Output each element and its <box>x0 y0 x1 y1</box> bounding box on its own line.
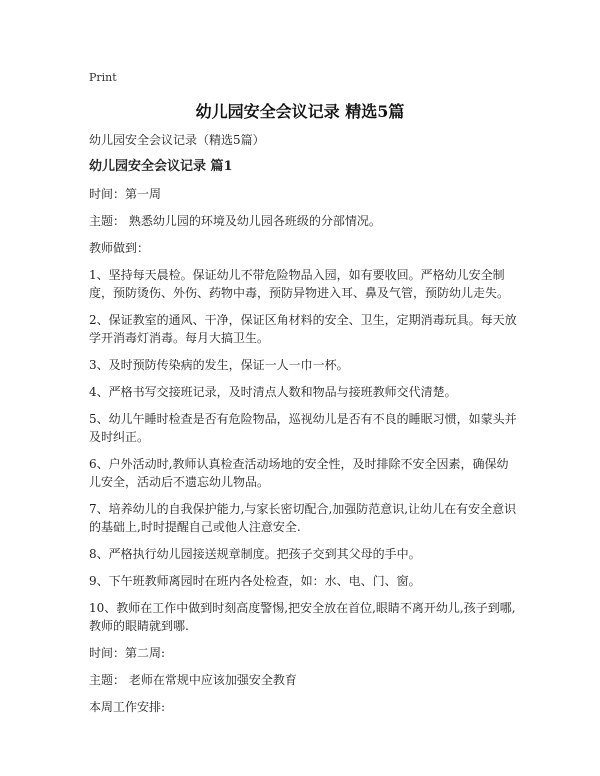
list-item: 4、严格书写交接班记录，及时清点人数和物品与接班教师交代清楚。 <box>89 385 457 399</box>
topic-line-2: 主题： 老师在常规中应该加强安全教育 <box>89 673 297 687</box>
list-item: 9、下午班教师离园时在班内各处检查，如：水、电、门、窗。 <box>89 574 421 588</box>
section-heading: 幼儿园安全会议记录 篇1 <box>89 159 233 174</box>
document-subtitle: 幼儿园安全会议记录（精选5篇） <box>89 133 265 147</box>
list-item: 6、户外活动时,教师认真检查活动场地的安全性，及时排除不安全因素，确保幼儿安全，活动后不遗忘幼儿物品。 <box>89 457 509 489</box>
document-content <box>89 131 519 725</box>
work-plan-label: 本周工作安排: <box>89 700 166 714</box>
print-link[interactable]: Print <box>89 71 117 84</box>
list-item: 1、坚持每天晨检。保证幼儿不带危险物品入园，如有要收回。严格幼儿安全制度，预防烫伤、外伤、药物中毒，预防异物进入耳、鼻及气管，预防幼儿走失。 <box>89 268 510 300</box>
time-line: 时间：第一周 <box>89 187 162 201</box>
document-title: 幼儿园安全会议记录 精选5篇 <box>195 102 405 121</box>
list-item: 5、幼儿午睡时检查是否有危险物品，巡视幼儿是否有不良的睡眠习惯，如蒙头并及时纠正。 <box>89 412 517 444</box>
list-item: 3、及时预防传染病的发生，保证一人一巾一杯。 <box>89 358 349 372</box>
list-item: 7、培养幼儿的自我保护能力,与家长密切配合,加强防范意识,让幼儿在有安全意识的基础上,时时提醒自己或他人注意安全. <box>89 502 517 534</box>
time-line-2: 时间：第二周: <box>89 646 166 660</box>
list-item: 10、教师在工作中做到时刻高度警惕,把安全放在首位,眼睛不离开幼儿,孩子到哪,教师的眼睛就到哪. <box>89 601 516 633</box>
teacher-label: 教师做到： <box>89 241 150 255</box>
topic-line: 主题： 熟悉幼儿园的环境及幼儿园各班级的分部情况。 <box>89 214 381 228</box>
list-item: 2、保证教室的通风、干净，保证区角材料的安全、卫生，定期消毒玩具。每天放学开消毒灯消毒。每月大搞卫生。 <box>89 313 517 345</box>
list-item: 8、严格执行幼儿园接送规章制度。把孩子交到其父母的手中。 <box>89 547 421 561</box>
